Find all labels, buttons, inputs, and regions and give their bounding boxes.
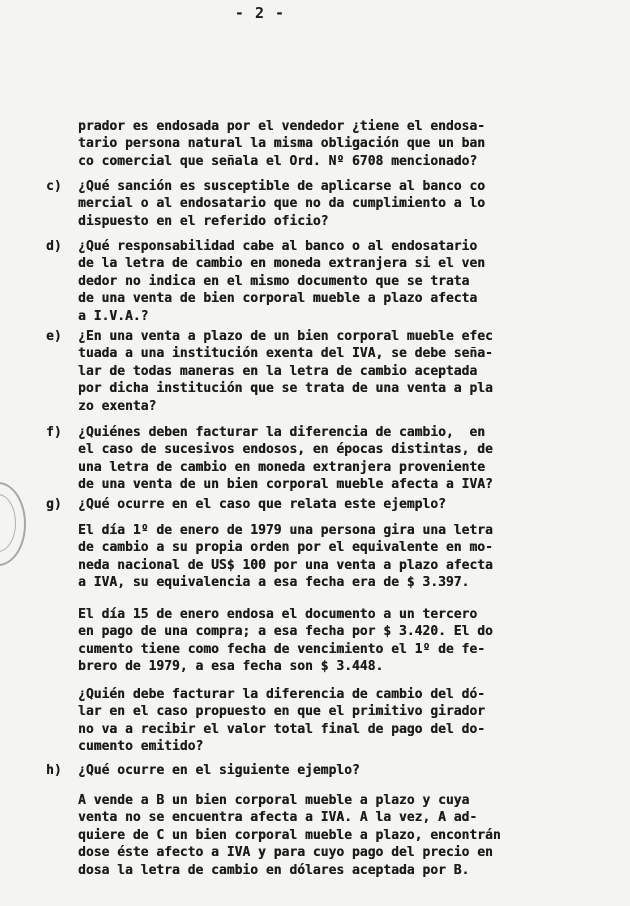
question-h-text: ¿Qué ocurre en el siguiente ejemplo? <box>78 763 360 778</box>
page-number: - 2 - <box>234 4 286 22</box>
stamp-seal <box>0 482 26 566</box>
question-f-text: ¿Quiénes deben facturar la diferencia de cambio, en el caso de sucesivos endosos, en épocas distintas, de una letra de cambio en moneda extranjera proveniente de una venta de un bien corporal mueble afecta a IVA? <box>78 425 493 493</box>
question-d-text: ¿Qué responsabilidad cabe al banco o al endosatario de la letra de cambio en moneda extranjera si el ven dedor no indica en el mismo documento que se trata de una venta de bien corporal mueble a plazo afecta a I.V.A.? <box>78 239 485 324</box>
question-e-text: ¿En una venta a plazo de un bien corporal mueble efec tuada a una institución exenta del IVA, se debe seña- lar de todas maneras en la letra de cambio aceptada por dicha institución que se trata de una venta a pla zo exenta? <box>78 329 493 414</box>
question-f-label: f) <box>46 425 62 440</box>
example-g-paragraph-3: ¿Quién debe facturar la diferencia de cambio del dó- lar en el caso propuesto en que el primitivo girador no va a recibir el valor total final de pago del do- cumento emitido? <box>78 687 485 755</box>
question-h-label: h) <box>46 763 62 778</box>
question-g-label: g) <box>46 497 62 512</box>
example-g-paragraph-1: El día 1º de enero de 1979 una persona gira una letra de cambio a su propia orden por el equivalente en mo- neda nacional de US$ 100 por una venta a plazo afecta a IVA, su equivalencia a esa fecha era de $ 3.397. <box>78 523 493 591</box>
question-c-text: ¿Qué sanción es susceptible de aplicarse al banco co mercial o al endosatario que no da cumplimiento a lo dispuesto en el referido oficio? <box>78 179 485 229</box>
example-g-paragraph-2: El día 15 de enero endosa el documento a un tercero en pago de una compra; a esa fecha por $ 3.420. El do cumento tiene como fecha de vencimiento el 1º de fe- brero de 1979, a esa fecha son $ 3.448. <box>78 607 493 675</box>
question-e-label: e) <box>46 329 62 344</box>
question-d-label: d) <box>46 239 62 254</box>
intro-paragraph: prador es endosada por el vendedor ¿tiene el endosa- tario persona natural la misma obligación que un ban co comercial que señala el Ord. Nº 6708 mencionado? <box>78 119 485 169</box>
example-h-paragraph: A vende a B un bien corporal mueble a plazo y cuya venta no se encuentra afecta a IVA. A la vez, A ad- quiere de C un bien corporal mueble a plazo, encontrán dose éste afecto a IVA y para cuyo pago del precio en dosa la letra de cambio en dólares aceptada por B. <box>78 793 501 878</box>
question-c-label: c) <box>46 179 62 194</box>
question-g-text: ¿Qué ocurre en el caso que relata este ejemplo? <box>78 497 446 512</box>
